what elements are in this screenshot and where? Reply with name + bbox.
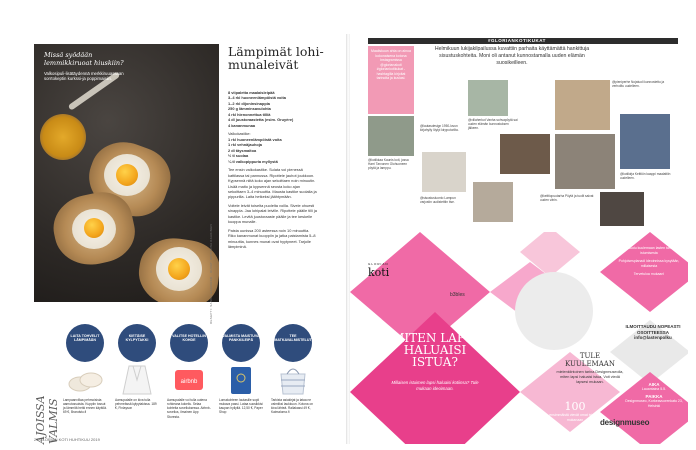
ingredient: ½ tl suolaa — [228, 153, 249, 159]
koti-logo-small: GLORIAN — [368, 262, 389, 266]
photo-credit: RESEPTI: SANNA HAAVIKKO · KUVAT: KRISTIINA KAAKINEN — [209, 224, 213, 324]
reader-photo-1 — [368, 116, 414, 156]
right-page — [350, 34, 688, 444]
reader-photo-9 — [600, 192, 644, 226]
yolk-3 — [168, 258, 190, 280]
reader-photo-2 — [468, 80, 508, 116]
ingredient: 4 rkl hienonnettua tilliä — [228, 111, 271, 117]
ingredient: 4 kananmunaa — [228, 122, 256, 128]
ad-info-list — [618, 244, 680, 279]
recipe-title: Lämpimät lohi-munaleivät — [228, 44, 324, 73]
child-photo — [515, 272, 593, 350]
reader-photo-6 — [422, 152, 466, 192]
bathrobe-image — [119, 364, 155, 396]
ad-tule-title: TULE KUULEMAAN — [565, 352, 615, 368]
product-description: Lomakohteen lautasille sopii mukava passi. Lataa suosikkisi kaupan hyllyltä. 12,50 €, Paper Shop — [219, 398, 263, 415]
ad-register-block — [622, 324, 684, 341]
ad-subheadline: Millaisen istuimen lapsi haluaisi kotiinsa? Tule mukaan ideoimaan. — [391, 380, 479, 391]
designmuseo-ad — [350, 232, 688, 444]
ingredient: 2 dl täysmaitoa — [228, 147, 257, 153]
product-description: Aamupalalle voi tulla uutena rohkeana kokeilu. Selaa kohteita sovelluksessa. Airbnb-sovellus, ilmainen App Storesta. — [167, 398, 211, 419]
glorian-koti-logo — [368, 262, 389, 279]
instagram-info-box: Maaliskuun ahta on ainoa kokonaisena kotona Instagramissa @glorianakoti #gloriankotikukat -hashtagilla kirjoitat tarinoita ja kuviasi. — [368, 46, 414, 114]
passport-image — [223, 364, 259, 396]
reader-caption-7: @keittiopuutarha Pöytä ja tuolit saivat uuden värin. — [540, 194, 594, 203]
product-description: Aamupalalle on kiva tulla pehmeässä kylpytakissa. 189 €, Finlayson — [115, 398, 157, 411]
yolk-1 — [116, 164, 138, 186]
recipe-text — [228, 90, 318, 253]
ad-count-text: ensimmäistä vievät omat istuimet mukanaan — [549, 413, 601, 422]
photo-caption-body: Valkosipuli-lisätäydennä merkkiruuassaan sorrtokeptin kurkssi-ja poppimaisiin. — [44, 70, 124, 81]
slippers-image — [67, 364, 103, 396]
product-slippers — [63, 324, 107, 444]
reader-caption-3: @pieniperhe Nojatuoli kunnostettu ja verhoiltu uudelleen. — [612, 80, 665, 89]
reader-photo-8 — [473, 182, 513, 222]
product-disc: TEE MATKAVALMISTELUT — [274, 324, 312, 362]
ad-headline: MITEN LAPSI HALUAISI ISTUA? — [392, 331, 478, 369]
ingredient: 1 rkl huoneenlämpöistä voita — [228, 136, 282, 142]
reader-caption-4: @lautasdesign 1950-luvun kirjahylly löytyi kirpputorilta. — [420, 124, 459, 133]
designmuseo-logo: designmuseo — [600, 418, 650, 427]
ad-info-item: Ilmoittaudu kuulemaan lasten tarinoita istumisesta — [619, 246, 679, 255]
airbnb-logo-image — [171, 364, 207, 396]
ingredient: 4 dl juustoraastetta (esim. Gruyère) — [228, 117, 294, 123]
reader-caption-2: @villaherkut Vanha sohvapöytä sai uuden elämän kunnostuksen jälkeen. — [468, 118, 518, 131]
ad-tule-body: mielenkiintoinen tarina Designmuseolla, miten lapsi haluaisi istua. Voit viedä lapsesi mukaan. — [556, 370, 624, 384]
reader-caption-5: @kotikirja Keittiön kaappi maalattiin uudelleen. — [620, 172, 671, 181]
reader-photo-4 — [555, 80, 610, 130]
method-step-2: Voitele leivät toiselta puolelta voilla. Sivele ohuesti sinappia. Jaa lohipalat leiville. Ripottele päälle tilli ja kastike. Levitä juustoraaste päälle ja tee keskelle kuoppa munalle. — [228, 202, 317, 225]
ingredient: 3–4 rkl huoneenlämpöistä voita — [228, 95, 286, 101]
ingredient: 1–2 rkl dijoninsinappia — [228, 100, 270, 106]
ad-place-label: PAIKKA — [645, 394, 663, 399]
ingredient: 1 rkl vehnäjauhoja — [228, 142, 262, 148]
ad-time-text: Lauantaina 5.5. — [641, 387, 667, 391]
method-step-3: Paista uunissa 200 asteessa noin 10 minuuttia. Riko kananmunat kuoppiin ja jatka paistamista 5–8 minuuttia, kunnes munat ovat hyytyneet. Tarjoile lämpiminä. — [228, 227, 316, 250]
product-description: Tarkista asiakirjat ja lataa ne valmiiksi laukkuun. Kotona on kiva lähteä. Rallakassi 49 €, Kaimaloma.fi — [271, 398, 313, 415]
intro-text: Helmikuun lukijakilpailussa kuvattiin parhaita käyttämättä hankittuja sisustuskohteita. Moni oli antanut kunnostamalla uuden elämän suosikeilleen. — [434, 46, 590, 67]
sauce-bowl — [40, 114, 86, 160]
ad-time-place — [625, 382, 683, 408]
ad-place-text: Designmuseo, Korkeavuorenkatu 23, Helsinki — [625, 399, 683, 408]
ad-tule-block — [555, 352, 625, 385]
koti-logo-text: koti — [368, 266, 390, 279]
product-airbnb — [167, 324, 211, 444]
section-title-valmis: AJOISSA VALMIS — [34, 395, 60, 444]
product-disc: LAITA TOHVELIT LÄMPIMÄÄN — [66, 324, 104, 362]
svg-text:airbnb: airbnb — [180, 379, 198, 385]
reader-caption-1: @kotikkaa Kaunis koti, jossa Harri Tarvonen Olohuoneen pöytä ja lamppu. — [368, 158, 409, 171]
product-disc: KIETÄISE KYLPYTAKKI — [118, 324, 156, 362]
product-disc: VALMISTA MAISTUVA PANKKILEIPÄ — [222, 324, 260, 362]
product-description: Lampaanvillaa pehmoisista aamutossuista. Kuppiin tossut ja lämmitä hetki ennen käyttöä. 69 €, Brandstu.fi — [63, 398, 107, 415]
salmon-egg-toast-photo — [34, 44, 219, 302]
ingredient: 8 viipaletta maalaisleipää — [228, 90, 275, 95]
bag-image — [275, 364, 311, 396]
product-passport — [219, 324, 263, 444]
hashtag-label: #GLORIANKOTIKUKAT — [488, 38, 546, 43]
product-disc: VALITSE HOTELLIN KOHDE — [170, 324, 208, 362]
method-step-1: Tee ensin valkokastike. Sulata voi pienessä kattilassa tai pannussa. Ripottele jauhot joukkoon. Kypsennä niitä koko ajan sekoittaen noin minuutin. Lisää maito ja kypsennä seosta koko ajan sekoittaen 3–4 minuuttia. Mausta kastike suolalla ja pippurilla. Laita hetkeksi jäähtymään. — [228, 167, 317, 200]
ad-info-item: Pohjoisesplanadi ideoinnissa kysytään, millaisesta — [618, 259, 680, 268]
reader-photo-3 — [500, 134, 550, 174]
reader-photo-5 — [620, 114, 670, 169]
ad-time-label: AIKA — [648, 382, 660, 387]
ad-count-block — [545, 400, 605, 422]
photo-caption-title: Missä syödään lemmikkiruoat hiuskiin? — [44, 51, 124, 67]
yolk-2 — [84, 218, 104, 238]
reader-photo-7 — [555, 134, 615, 189]
product-bathrobe — [115, 324, 159, 444]
reader-caption-6: @sisustusluonto Lampun varjostin uudistettiin itse. — [420, 196, 456, 205]
ingredient: ¼ tl valkopippuria myllystä — [228, 158, 278, 164]
product-bag — [271, 324, 315, 444]
sauce-heading: Valkokastike: — [228, 131, 251, 137]
hashtag-bar — [368, 38, 678, 44]
boble-logo: b3bles — [450, 292, 465, 298]
ingredient: 250 g lämminsavulohta — [228, 106, 271, 112]
ad-register-text: ILMOITTAUDU NOPEASTI OSOITTEESSA info@lastenpolku — [625, 324, 681, 341]
left-page — [23, 34, 346, 444]
page-folio: 24 GLORIAN KOTI HUHTIKUU 2019 — [34, 437, 100, 442]
ad-info-item: Tervetuloa mukaan! — [633, 272, 665, 277]
photo-caption — [44, 52, 124, 81]
ad-count: 100 — [564, 400, 586, 413]
